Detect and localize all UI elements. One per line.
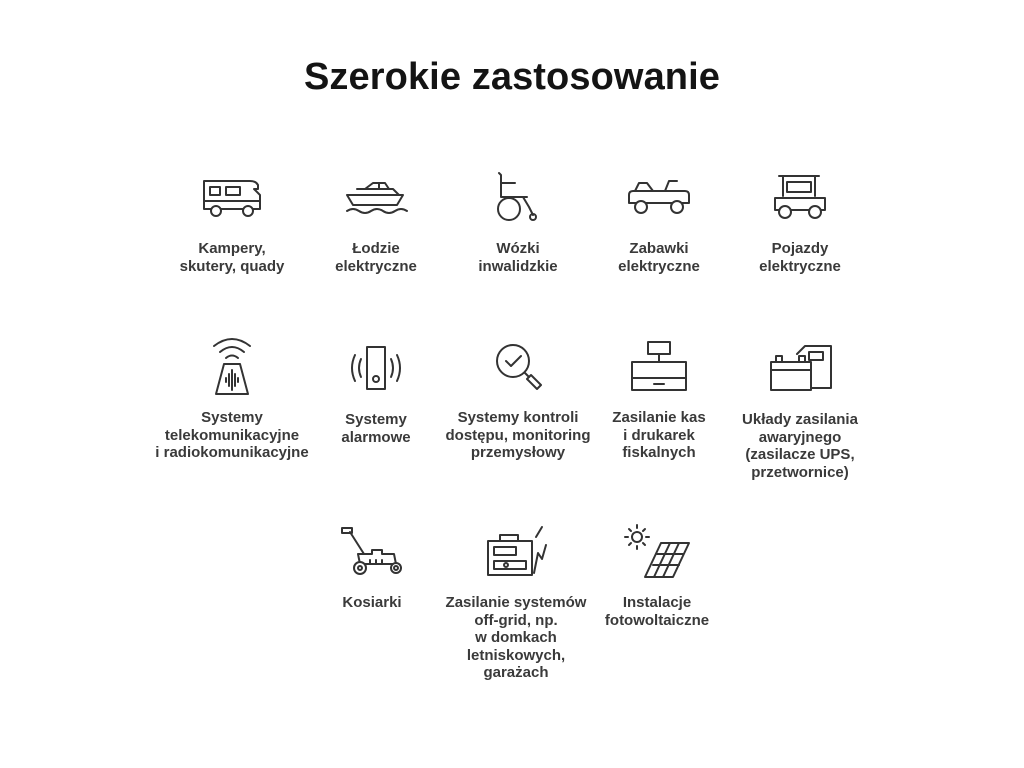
- application-label: Wózki inwalidzkie: [478, 240, 558, 275]
- application-label: Zasilanie systemów off-grid, np. w domkach letniskowych, garażach: [445, 594, 587, 681]
- application-label: Instalacje fotowoltaiczne: [604, 594, 710, 629]
- application-item-electric-vehicles: [716, 164, 884, 275]
- radio-antenna-icon: [208, 336, 256, 396]
- application-label: Zabawki elektryczne: [618, 240, 700, 275]
- motorboat-icon: [343, 175, 409, 219]
- lawn-mower-icon: [338, 524, 406, 578]
- application-item-photovoltaics: [573, 518, 741, 629]
- application-label: Systemy telekomunikacyjne i radiokomunikacyjne: [155, 409, 309, 461]
- ups-battery-icon: [767, 342, 833, 394]
- application-item-lawn-mowers: [288, 518, 456, 612]
- application-label: Systemy alarmowe: [341, 411, 411, 446]
- camper-van-icon: [200, 175, 264, 219]
- application-label: Pojazdy elektryczne: [759, 240, 841, 275]
- power-station-icon: [484, 523, 548, 579]
- cash-register-icon: [630, 338, 688, 394]
- application-label: Zasilanie kas i drukarek fiskalnych: [612, 409, 706, 461]
- application-label: Systemy kontroli dostępu, monitoring przemysłowy: [445, 409, 591, 461]
- application-label: Kampery, skutery, quady: [179, 240, 285, 275]
- magnifier-check-icon: [491, 339, 545, 393]
- application-label: Układy zasilania awaryjnego (zasilacze UPS, przetwornice): [742, 411, 858, 481]
- application-label: Łodzie elektryczne: [335, 240, 417, 275]
- application-label: Kosiarki: [342, 594, 402, 611]
- application-item-campers: [148, 164, 316, 275]
- alarm-sensor-icon: [347, 343, 405, 393]
- toy-car-icon: [625, 177, 693, 217]
- application-item-ups: [716, 335, 884, 481]
- golf-cart-icon: [771, 172, 829, 222]
- wheelchair-icon: [493, 171, 543, 223]
- application-item-telecom: [148, 333, 316, 462]
- page-title: Szerokie zastosowanie: [303, 56, 721, 98]
- solar-panel-icon: [623, 523, 691, 579]
